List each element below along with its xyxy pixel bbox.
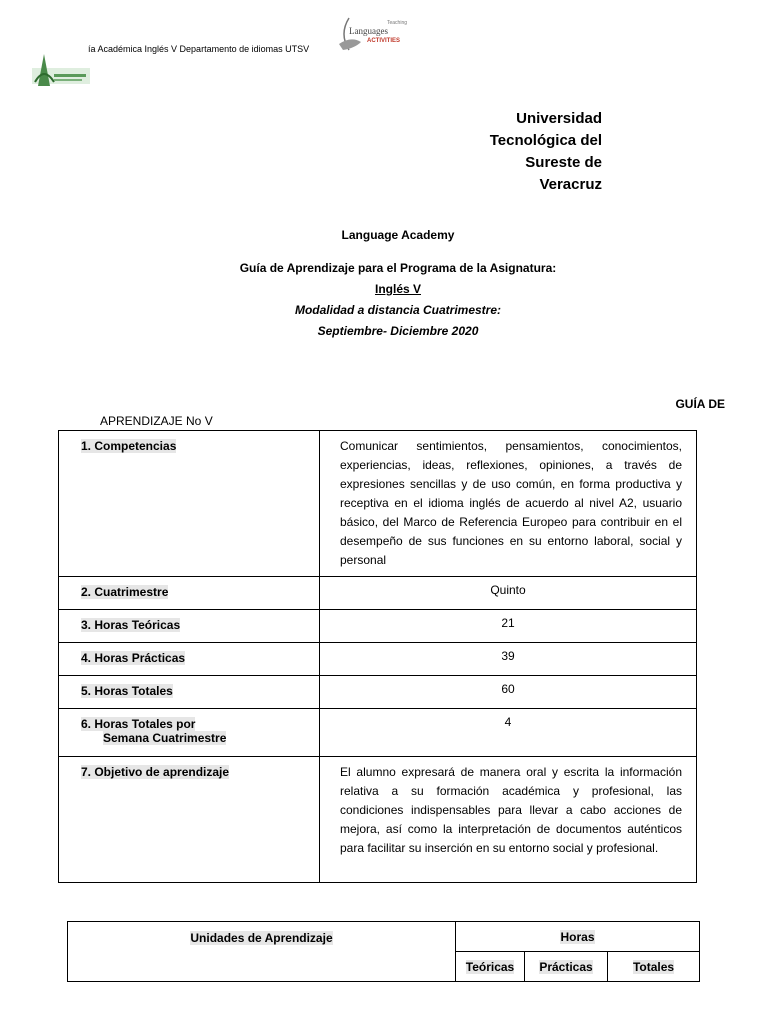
- units-header: Unidades de Aprendizaje: [68, 922, 456, 982]
- row-label: 1. Competencias: [59, 431, 320, 577]
- units-table: [67, 921, 700, 982]
- row-value: 21: [320, 610, 697, 643]
- academy-title: Language Academy: [341, 228, 455, 242]
- practicas-header: Prácticas: [525, 952, 608, 982]
- guia-label: GUÍA DE: [675, 397, 725, 411]
- table-row: [68, 922, 700, 952]
- teoricas-header: Teóricas: [456, 952, 525, 982]
- university-line-4: Veracruz: [539, 176, 602, 193]
- table-row: [59, 431, 697, 577]
- table-row: [59, 643, 697, 676]
- row-value: 39: [320, 643, 697, 676]
- row-value: El alumno expresará de manera oral y escrita la información relativa a su formación académica y profesional, las condiciones indispensables para llevar a cabo acciones de mejora, así como la interpretación de documentos auténticos para facilitar su inserción en su entorno social y profesional.: [320, 757, 697, 883]
- utsv-logo: [30, 48, 90, 88]
- modality-title: Modalidad a distancia Cuatrimestre:: [294, 303, 502, 317]
- logo-main-text: Languages: [349, 26, 388, 36]
- table-row: [59, 577, 697, 610]
- university-name: [490, 108, 602, 196]
- university-line-2: Tecnológica del: [489, 132, 602, 149]
- row-label: 3. Horas Teóricas: [59, 610, 320, 643]
- table-row: [59, 709, 697, 757]
- table-row: [59, 757, 697, 883]
- table-row: [59, 610, 697, 643]
- row-label: 6. Horas Totales por Semana Cuatrimestre: [59, 709, 320, 757]
- row-label: 5. Horas Totales: [59, 676, 320, 709]
- aprendizaje-label: APRENDIZAJE No V: [100, 414, 213, 428]
- guide-title: Guía de Aprendizaje para el Programa de la Asignatura:: [239, 261, 557, 275]
- period-title: Septiembre- Diciembre 2020: [317, 324, 479, 338]
- row-label: 2. Cuatrimestre: [59, 577, 320, 610]
- logo-top-text: Teaching: [387, 20, 407, 26]
- row-label: 4. Horas Prácticas: [59, 643, 320, 676]
- row-value: Comunicar sentimientos, pensamientos, conocimientos, experiencias, ideas, reflexiones, opiniones, a través de expresiones sencillas y de uso común, en forma productiva y receptiva en el idioma inglés de acuerdo al nivel A2, usuario básico, del Marco de Referencia Europeo para contribuir en el desempeño de sus funciones en su entorno laboral, social y personal: [320, 431, 697, 577]
- teaching-languages-logo: [337, 14, 407, 60]
- subject-title: Inglés V: [374, 282, 421, 296]
- university-line-1: Universidad: [516, 110, 602, 127]
- totales-header: Totales: [608, 952, 700, 982]
- row-value: 60: [320, 676, 697, 709]
- logo-sub-text: ACTIVITIES: [367, 38, 401, 44]
- header-text: ía Académica Inglés V Departamento de idiomas UTSV: [88, 44, 310, 54]
- university-line-3: Sureste de: [525, 154, 602, 171]
- row-value: Quinto: [320, 577, 697, 610]
- table-row: [59, 676, 697, 709]
- row-value: 4: [320, 709, 697, 757]
- course-info-table: [58, 430, 697, 883]
- hours-header: Horas: [456, 922, 700, 952]
- row-label: 7. Objetivo de aprendizaje: [59, 757, 320, 883]
